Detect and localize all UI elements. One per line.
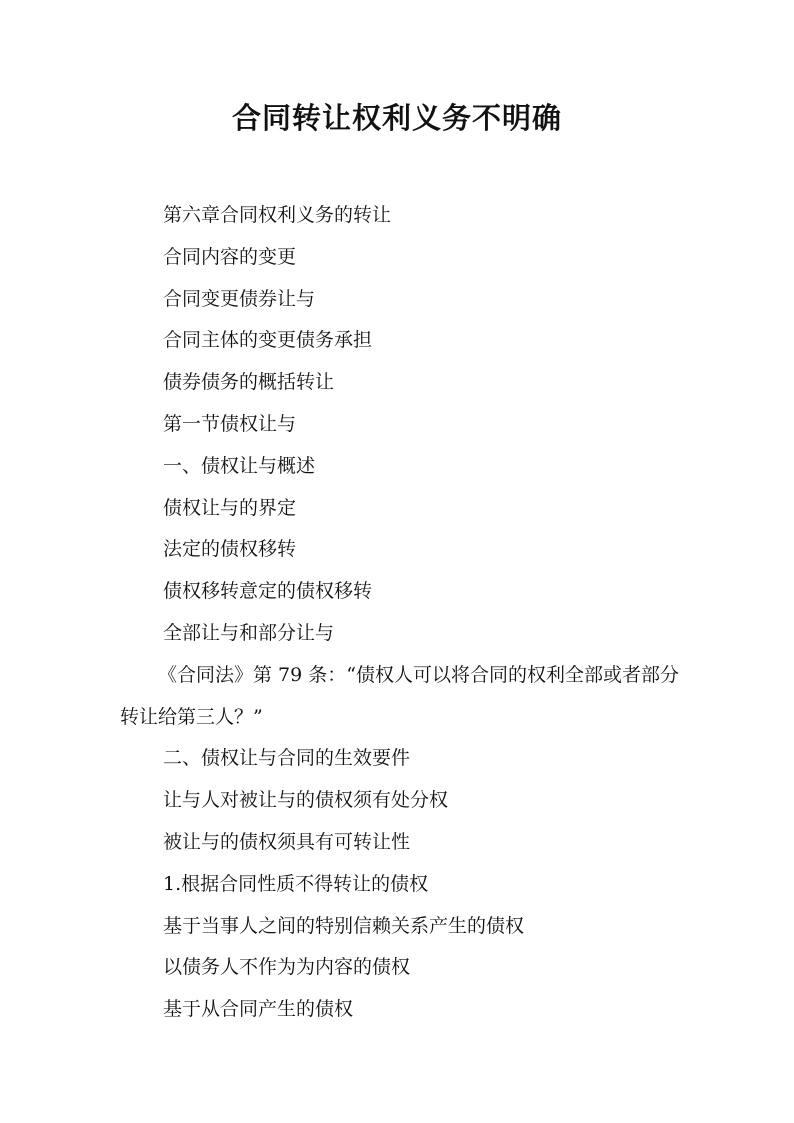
paragraph: 以债务人不作为为内容的债权 xyxy=(163,956,411,979)
paragraph: 让与人对被让与的债权须有处分权 xyxy=(163,789,449,812)
quoted-article-paragraph: 《合同法》第 79 条：“债权人可以将合同的权利全部或者部分转让给第三人？” xyxy=(120,663,679,728)
paragraph: 被让与的债权须具有可转让性 xyxy=(163,830,411,853)
paragraph: 债权让与的界定 xyxy=(163,496,297,519)
paragraph: 基于当事人之间的特别信赖关系产生的债权 xyxy=(163,914,525,937)
paragraph: 合同内容的变更 xyxy=(163,245,297,268)
paragraph: 债券债务的概括转让 xyxy=(163,371,335,394)
paragraph: 第一节债权让与 xyxy=(163,412,297,435)
paragraph: 二、债权让与合同的生效要件 xyxy=(163,747,411,770)
paragraph: 全部让与和部分让与 xyxy=(163,621,335,644)
paragraph: 合同变更债券让与 xyxy=(163,287,316,310)
paragraph: 一、债权让与概述 xyxy=(163,454,316,477)
paragraph: 债权移转意定的债权移转 xyxy=(163,580,373,603)
paragraph: 基于从合同产生的债权 xyxy=(163,998,354,1021)
paragraph: 1.根据合同性质不得转让的债权 xyxy=(163,872,429,895)
document-title: 合同转让权利义务不明确 xyxy=(231,101,562,135)
document-body xyxy=(120,195,680,1031)
paragraph: 合同主体的变更债务承担 xyxy=(163,329,373,352)
paragraph: 第六章合同权利义务的转让 xyxy=(163,204,392,226)
paragraph: 法定的债权移转 xyxy=(163,538,297,561)
